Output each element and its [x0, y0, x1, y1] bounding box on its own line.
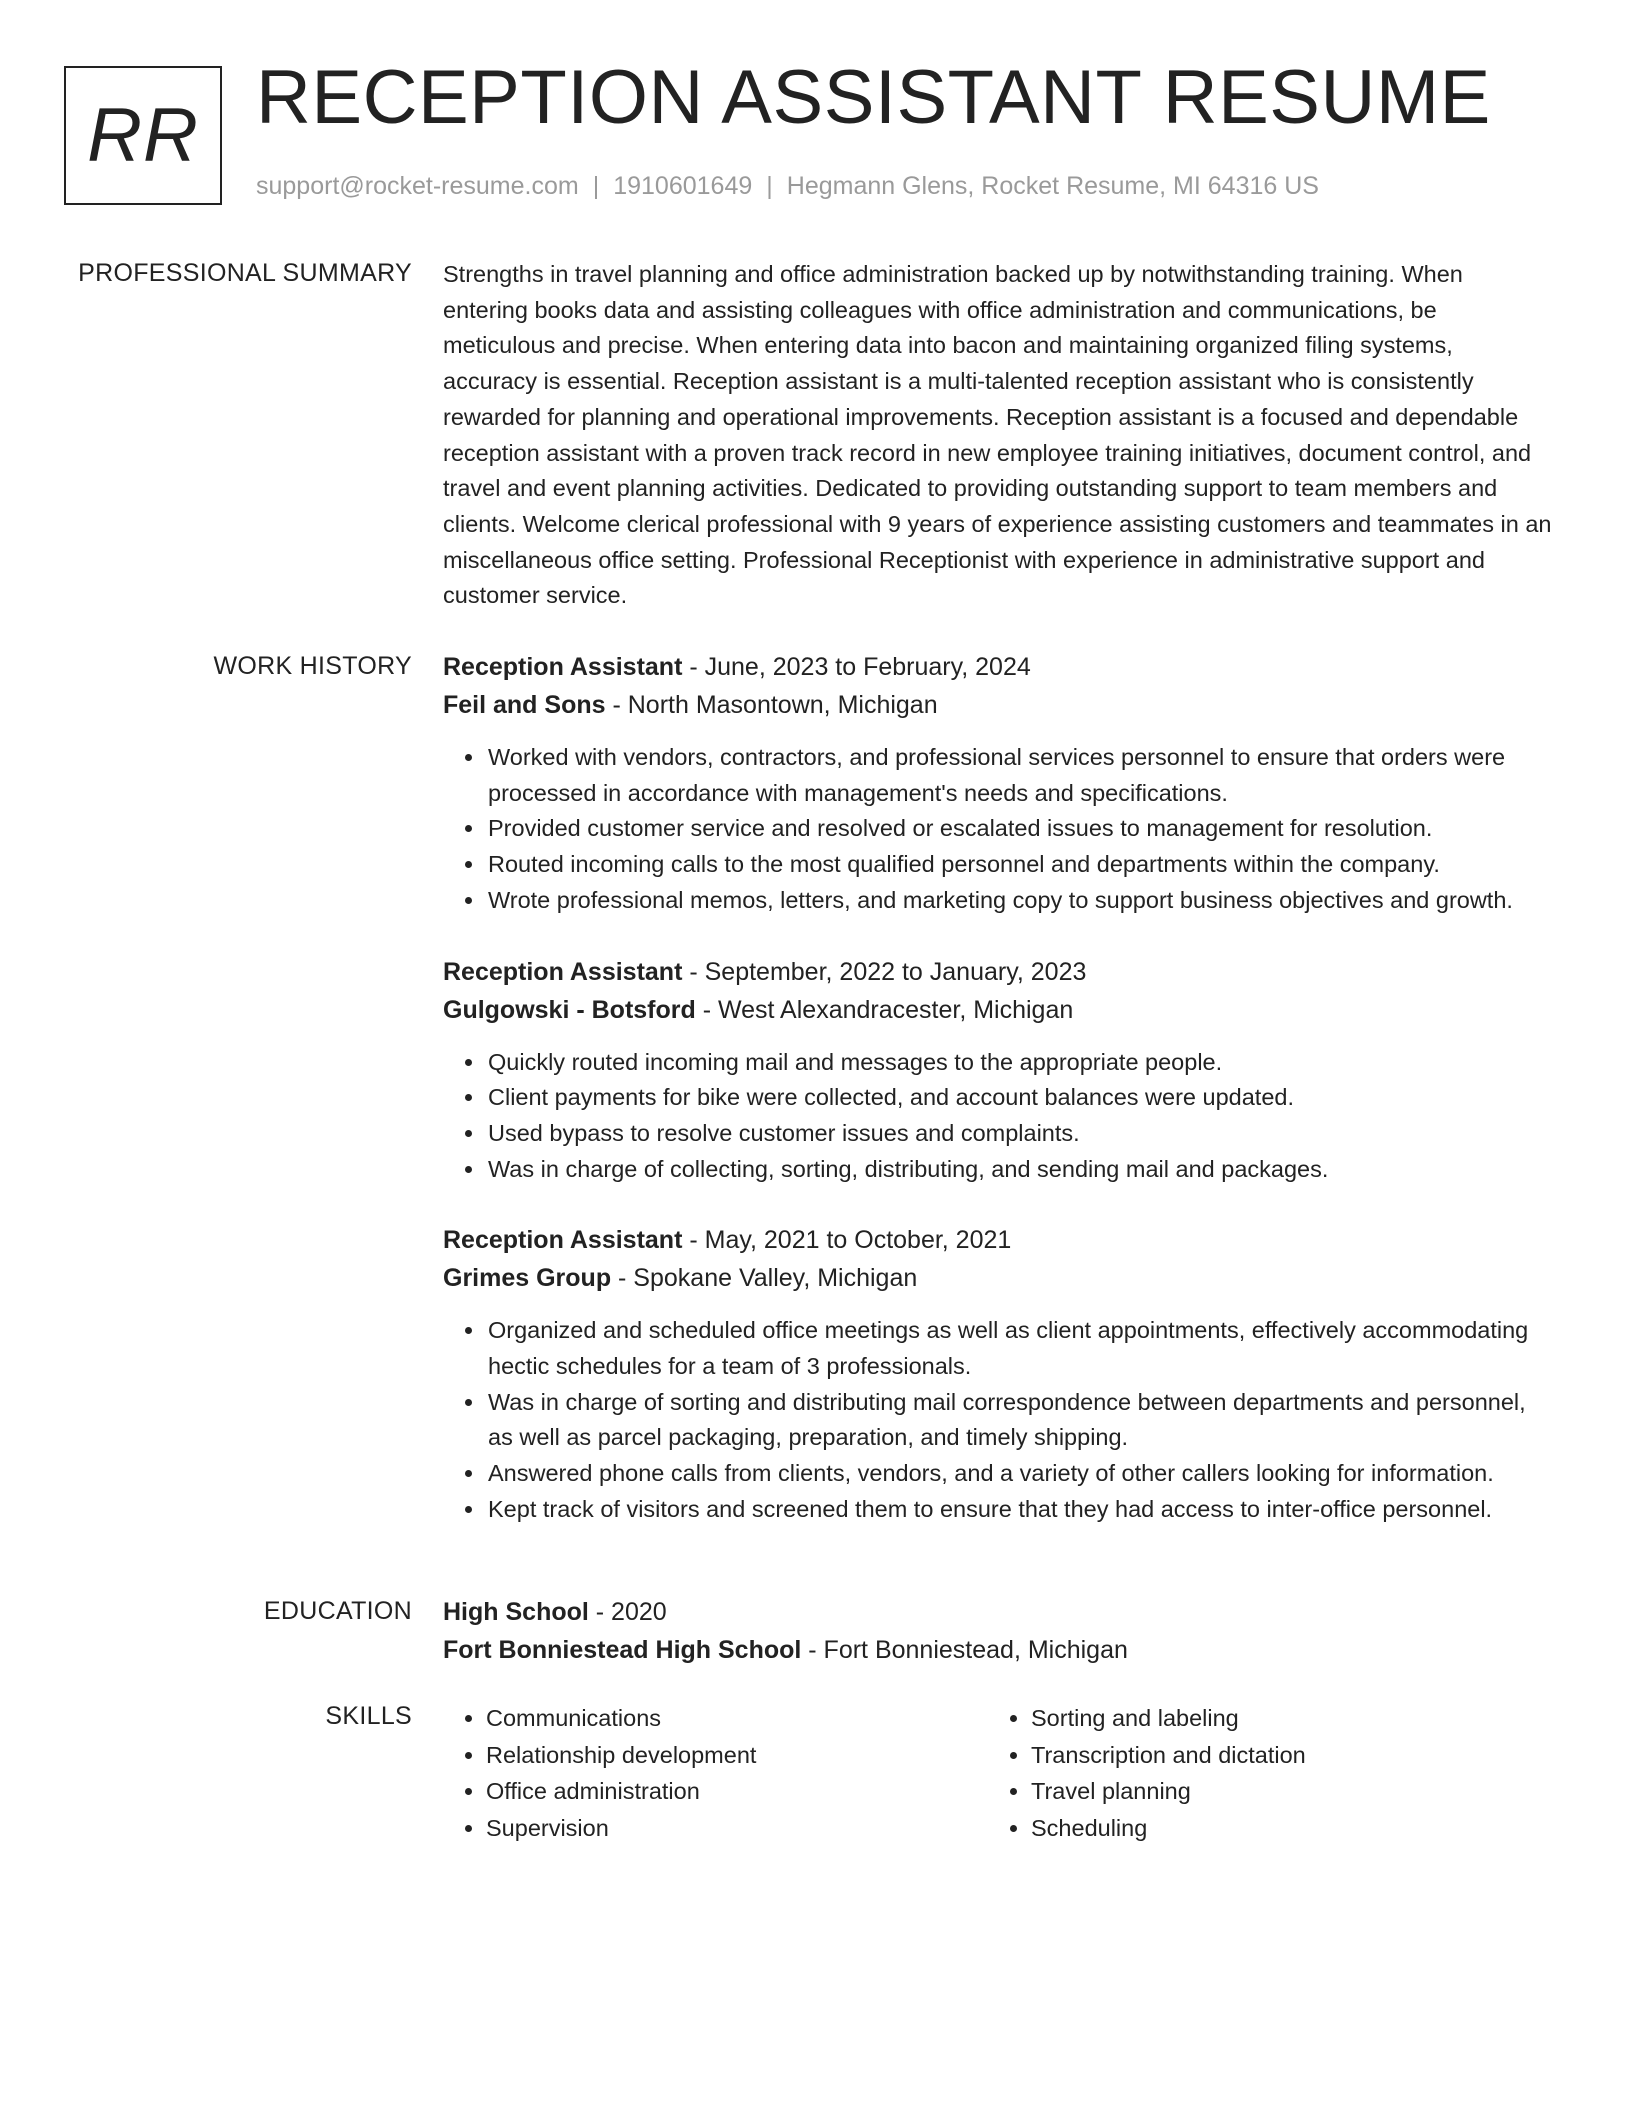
job-bullet: • Quickly routed incoming mail and messages to the appropriate people. — [486, 1045, 1553, 1081]
work-history-body — [443, 648, 1553, 1562]
skills-column-left — [443, 1700, 988, 1846]
job-company-line — [443, 991, 1553, 1029]
job-bullet: • Was in charge of sorting and distributing mail correspondence between departments and personnel, as well as parcel packaging, preparation, and timely shipping. — [486, 1385, 1553, 1456]
job-company: Gulgowski - Botsford — [443, 995, 696, 1024]
job-bullet: • Kept track of visitors and screened them to ensure that they had access to inter-office personnel. — [486, 1492, 1553, 1528]
education-degree-line — [443, 1593, 1553, 1631]
job-entry — [443, 648, 1553, 919]
skill-item: • Sorting and labeling — [1031, 1700, 1533, 1737]
education-degree: High School — [443, 1598, 589, 1626]
section-label-work-history: WORK HISTORY — [213, 652, 412, 680]
skills-body — [443, 1700, 1553, 1846]
job-bullet: • Wrote professional memos, letters, and marketing copy to support business objectives and growth. — [486, 883, 1553, 919]
skill-item: • Supervision — [486, 1810, 988, 1847]
job-company: Feil and Sons — [443, 691, 606, 719]
summary-body — [443, 257, 1553, 614]
job-company-line — [443, 1259, 1553, 1297]
skill-item: • Communications — [486, 1700, 988, 1737]
job-entry — [443, 953, 1553, 1188]
job-dates: - September, 2022 to January, 2023 — [682, 957, 1087, 986]
monogram-logo: RR — [64, 66, 222, 205]
contact-phone[interactable]: 1910601649 — [613, 172, 753, 200]
job-title: Reception Assistant — [443, 957, 683, 986]
job-entry — [443, 1221, 1553, 1527]
resume-title: RECEPTION ASSISTANT RESUME — [256, 55, 1491, 140]
job-bullets — [443, 1045, 1553, 1188]
job-bullet: • Worked with vendors, contractors, and professional services personnel to ensure that orders were processed in accordance with management's needs and specifications. — [486, 740, 1553, 811]
job-location: - North Masontown, Michigan — [605, 691, 938, 719]
job-location: - Spokane Valley, Michigan — [611, 1264, 918, 1293]
education-school: Fort Bonniestead High School — [443, 1636, 802, 1664]
job-bullets — [443, 1313, 1553, 1527]
section-label-summary: PROFESSIONAL SUMMARY — [78, 259, 412, 287]
contact-separator: | — [592, 172, 600, 200]
education-location: - Fort Bonniestead, Michigan — [801, 1636, 1128, 1664]
job-bullets — [443, 740, 1553, 919]
job-dates: - May, 2021 to October, 2021 — [682, 1226, 1012, 1255]
section-label-skills: SKILLS — [325, 1702, 412, 1730]
job-dates: - June, 2023 to February, 2024 — [682, 653, 1031, 681]
contact-separator: | — [766, 172, 773, 200]
job-title: Reception Assistant — [443, 1226, 683, 1255]
job-bullet: • Routed incoming calls to the most qualified personnel and departments within the company. — [486, 847, 1553, 883]
skill-item: • Travel planning — [1031, 1773, 1533, 1810]
job-title-line — [443, 953, 1553, 991]
job-bullet: • Organized and scheduled office meetings as well as client appointments, effectively accommodating hectic schedules for a team of 3 professionals. — [486, 1313, 1553, 1384]
contact-address: Hegmann Glens, Rocket Resume, MI 64316 US — [786, 172, 1319, 200]
job-bullet: • Was in charge of collecting, sorting, distributing, and sending mail and packages. — [486, 1152, 1553, 1188]
section-label-education: EDUCATION — [263, 1597, 412, 1625]
skills-list-left — [443, 1700, 988, 1846]
job-company: Grimes Group — [443, 1264, 612, 1293]
job-bullet: • Answered phone calls from clients, vendors, and a variety of other callers looking for information. — [486, 1456, 1553, 1492]
job-bullet: • Used bypass to resolve customer issues and complaints. — [486, 1116, 1553, 1152]
education-year: - 2020 — [588, 1598, 667, 1626]
job-location: - West Alexandracester, Michigan — [695, 995, 1074, 1024]
skills-column-right — [988, 1700, 1533, 1846]
summary-text: Strengths in travel planning and office administration backed up by notwithstanding training. When entering books data and assisting colleagues with office administration and communications, be meticulous and precise. When entering data into bacon and maintaining organized filing systems, accuracy is essential. Reception assistant is a multi-talented reception assistant who is consistently rewarded for planning and operational improvements. Reception assistant is a focused and dependable reception assistant with a proven track record in new employee training initiatives, document control, and travel and event planning activities. Dedicated to providing outstanding support to team members and clients. Welcome clerical professional with 9 years of experience assisting customers and teammates in an miscellaneous office setting. Professional Receptionist with experience in administrative support and customer service. — [443, 261, 1552, 609]
skill-item: • Transcription and dictation — [1031, 1737, 1533, 1774]
contact-email[interactable]: support@rocket-resume.com — [256, 172, 579, 200]
skill-item: • Office administration — [486, 1773, 988, 1810]
contact-line — [256, 172, 1319, 201]
education-school-line — [443, 1631, 1553, 1669]
skill-item: • Scheduling — [1031, 1810, 1533, 1847]
job-title: Reception Assistant — [443, 653, 683, 681]
job-title-line — [443, 1221, 1553, 1259]
education-body — [443, 1593, 1553, 1669]
skills-list-right — [988, 1700, 1533, 1846]
job-bullet: • Client payments for bike were collected, and account balances were updated. — [486, 1080, 1553, 1116]
skills-grid — [443, 1700, 1553, 1846]
job-company-line — [443, 686, 1553, 724]
job-title-line — [443, 648, 1553, 686]
job-bullet: • Provided customer service and resolved or escalated issues to management for resolution. — [486, 811, 1553, 847]
skill-item: • Relationship development — [486, 1737, 988, 1774]
